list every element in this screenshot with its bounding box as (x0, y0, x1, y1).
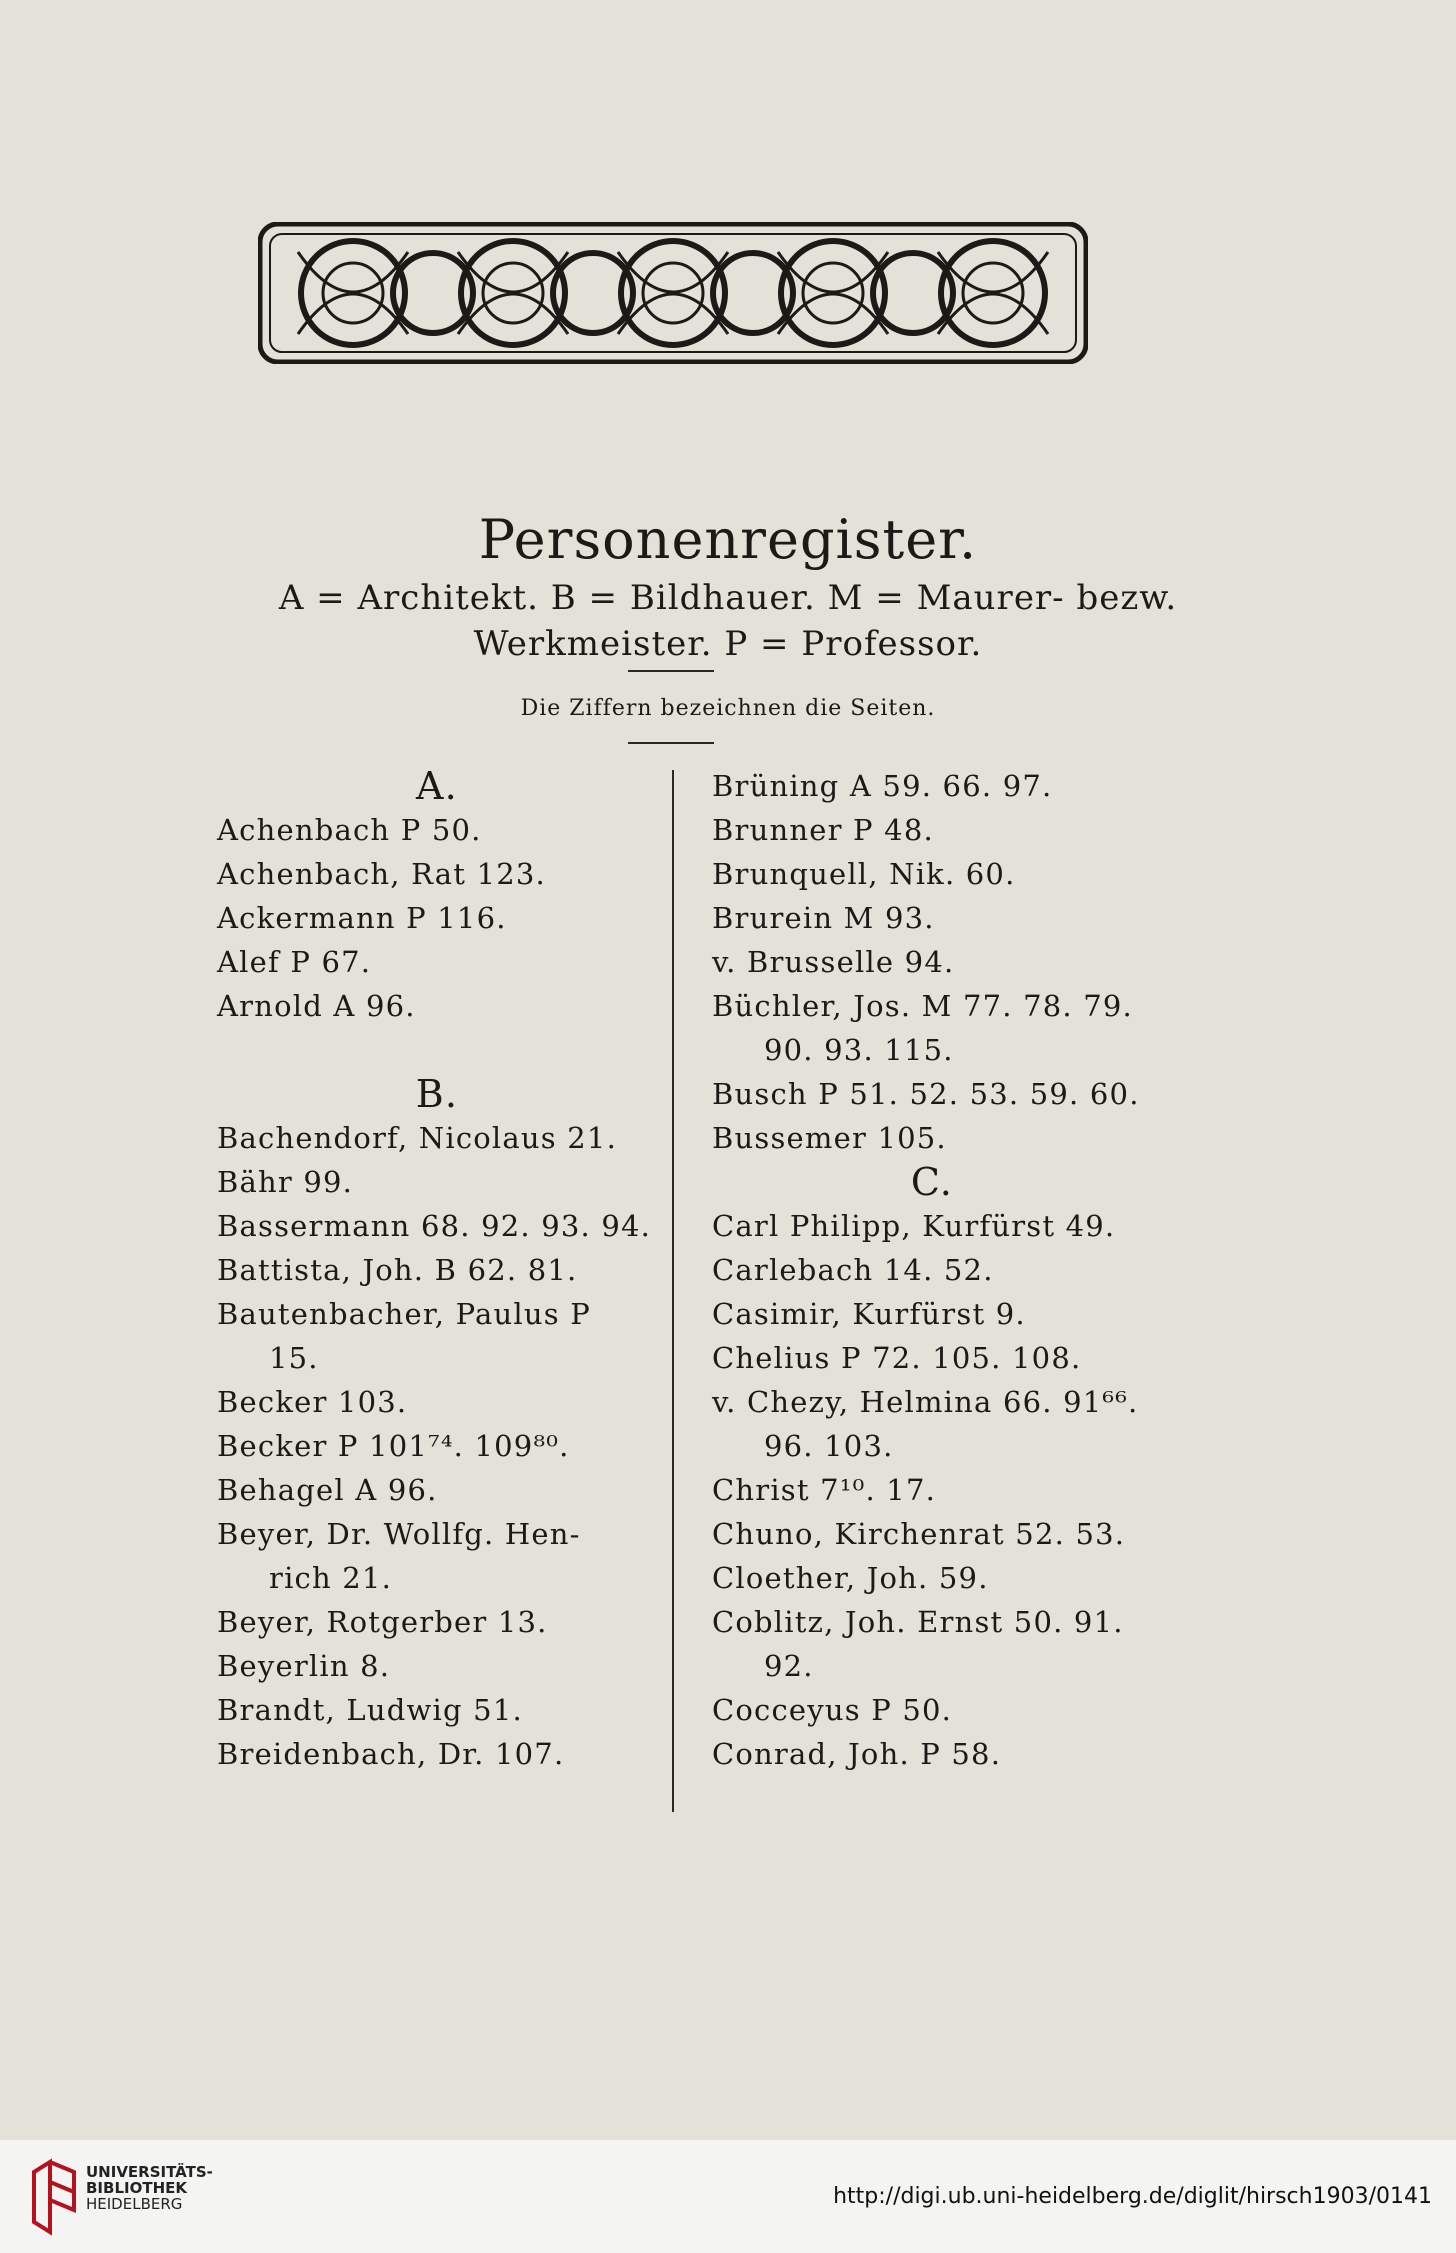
index-entry: Bautenbacher, Paulus P (217, 1297, 591, 1331)
index-entry: Achenbach, Rat 123. (217, 857, 546, 891)
index-entry: Battista, Joh. B 62. 81. (217, 1253, 578, 1287)
page-numbers-note: Die Ziffern bezeichnen die Seiten. (520, 696, 936, 721)
index-entry: 90. 93. 115. (764, 1033, 954, 1067)
index-entry: Brandt, Ludwig 51. (217, 1693, 523, 1727)
index-entry: Achenbach P 50. (217, 813, 482, 847)
index-entry: Bussemer 105. (712, 1121, 947, 1155)
index-entry: 96. 103. (764, 1429, 894, 1463)
library-name (86, 2164, 213, 2212)
index-entry: rich 21. (269, 1561, 392, 1595)
index-entry: Beyerlin 8. (217, 1649, 391, 1683)
index-entry: Carlebach 14. 52. (712, 1253, 994, 1287)
index-entry: 92. (764, 1649, 814, 1683)
library-name-line-1: UNIVERSITÄTS- (86, 2163, 213, 2181)
index-column-right (712, 764, 1152, 1776)
section-letter: B. (415, 1072, 459, 1116)
page-title: Personenregister. (478, 508, 978, 571)
source-url-link[interactable]: http://digi.ub.uni-heidelberg.de/diglit/hirsch1903/0141 (833, 2184, 1432, 2209)
section-letter: C. (910, 1160, 954, 1204)
index-column-left (217, 764, 657, 1776)
index-entry: Chuno, Kirchenrat 52. 53. (712, 1517, 1126, 1551)
short-rule-top (628, 670, 714, 672)
legend-line-2: Werkmeister. P = Professor. (473, 624, 983, 664)
index-entry: Brunner P 48. (712, 813, 934, 847)
index-entry: Brurein M 93. (712, 901, 935, 935)
library-name-line-3: HEIDELBERG (86, 2195, 183, 2213)
library-name-line-2: BIBLIOTHEK (86, 2179, 187, 2197)
index-entry: v. Chezy, Helmina 66. 91⁶⁶. (712, 1385, 1139, 1419)
index-entry: Christ 7¹⁰. 17. (712, 1473, 937, 1507)
index-entry: Ackermann P 116. (217, 901, 507, 935)
library-footer (0, 2140, 1456, 2253)
index-entry: Bassermann 68. 92. 93. 94. (217, 1209, 652, 1243)
index-entry: Casimir, Kurfürst 9. (712, 1297, 1026, 1331)
index-entry: 15. (269, 1341, 319, 1375)
index-entry: Bähr 99. (217, 1165, 354, 1199)
index-entry: Behagel A 96. (217, 1473, 438, 1507)
index-entry: v. Brusselle 94. (712, 945, 955, 979)
library-logo-icon (30, 2158, 78, 2236)
index-entry: Conrad, Joh. P 58. (712, 1737, 1002, 1771)
index-entry: Busch P 51. 52. 53. 59. 60. (712, 1077, 1140, 1111)
index-entry: Büchler, Jos. M 77. 78. 79. (712, 989, 1133, 1023)
index-entry: Coblitz, Joh. Ernst 50. 91. (712, 1605, 1124, 1639)
short-rule-bottom (628, 742, 714, 744)
index-entry (217, 1028, 657, 1072)
index-entry: Beyer, Rotgerber 13. (217, 1605, 548, 1639)
index-entry: Alef P 67. (217, 945, 372, 979)
index-entry: Carl Philipp, Kurfürst 49. (712, 1209, 1116, 1243)
column-divider (672, 770, 674, 1812)
index-entry: Chelius P 72. 105. 108. (712, 1341, 1082, 1375)
index-entry: Arnold A 96. (217, 989, 416, 1023)
index-entry: Cocceyus P 50. (712, 1693, 953, 1727)
index-entry: Brüning A 59. 66. 97. (712, 769, 1053, 803)
index-entry: Becker 103. (217, 1385, 408, 1419)
index-entry: Brunquell, Nik. 60. (712, 857, 1016, 891)
ornament-banner (258, 222, 1088, 364)
index-entry: Breidenbach, Dr. 107. (217, 1737, 565, 1771)
section-letter: A. (416, 764, 458, 808)
index-entry: Becker P 101⁷⁴. 109⁸⁰. (217, 1429, 570, 1463)
index-entry: Beyer, Dr. Wollfg. Hen- (217, 1517, 581, 1551)
index-entry: Cloether, Joh. 59. (712, 1561, 989, 1595)
index-entry: Bachendorf, Nicolaus 21. (217, 1121, 617, 1155)
legend-line-1: A = Architekt. B = Bildhauer. M = Maurer- bezw. (278, 578, 1178, 618)
